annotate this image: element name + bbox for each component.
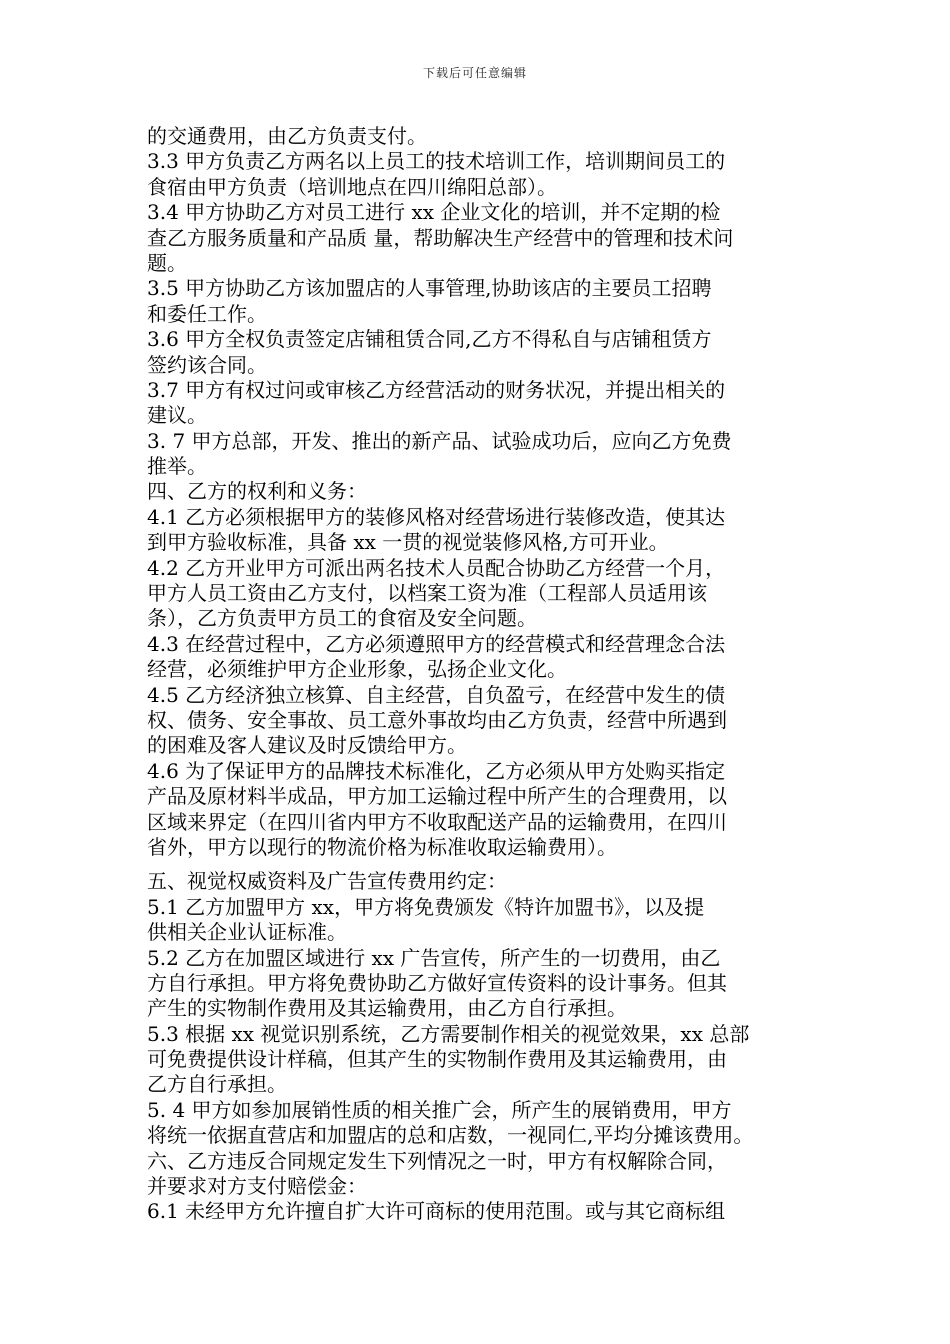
text-line: 四、乙方的权利和义务：	[147, 479, 367, 504]
document-body	[147, 124, 819, 1225]
text-line: 将统一依据直营店和加盟店的总和店数，一视同仁,平均分摊该费用。	[147, 1123, 754, 1148]
text-line: 建议。	[147, 403, 207, 428]
text-line: 权、债务、安全事故、员工意外事故均由乙方负责，经营中所遇到	[147, 707, 727, 732]
text-line: 3.5 甲方协助乙方该加盟店的人事管理,协助该店的主要员工招聘	[147, 276, 712, 301]
text-line: 4.6 为了保证甲方的品牌技术标准化，乙方必须从甲方处购买指定	[147, 758, 726, 783]
text-line: 4.5 乙方经济独立核算、自主经营，自负盈亏，在经营中发生的债	[147, 682, 726, 707]
text-line: 5.3 根据 xx 视觉识别系统，乙方需要制作相关的视觉效果，xx 总部	[147, 1021, 750, 1046]
text-line: 5.2 乙方在加盟区域进行 xx 广告宣传，所产生的一切费用，由乙	[147, 945, 721, 970]
text-line: 3. 7 甲方总部，开发、推出的新产品、试验成功后，应向乙方免费	[147, 428, 732, 453]
text-line: 食宿由甲方负责（培训地点在四川绵阳总部）。	[147, 174, 557, 199]
text-line: 3.3 甲方负责乙方两名以上员工的技术培训工作，培训期间员工的	[147, 149, 726, 174]
text-line: 3.6 甲方全权负责签定店铺租赁合同,乙方不得私自与店铺租赁方	[147, 327, 712, 352]
text-line: 4.2 乙方开业甲方可派出两名技术人员配合协助乙方经营一个月，	[147, 555, 726, 580]
text-line: 可免费提供设计样稿，但其产生的实物制作费用及其运输费用，由	[147, 1047, 727, 1072]
document-lines-part-one	[147, 124, 819, 860]
text-line: 五、视觉权威资料及广告宣传费用约定：	[147, 869, 507, 894]
text-line: 区域来界定（在四川省内甲方不收取配送产品的运输费用，在四川	[147, 809, 727, 834]
text-line: 4.1 乙方必须根据甲方的装修风格对经营场进行装修改造，使其达	[147, 504, 726, 529]
text-line: 供相关企业认证标准。	[147, 920, 347, 945]
text-line: 签约该合同。	[147, 352, 267, 377]
text-line: 3.4 甲方协助乙方对员工进行 xx 企业文化的培训，并不定期的检	[147, 200, 721, 225]
text-line: 六、乙方违反合同规定发生下列情况之一时，甲方有权解除合同，	[147, 1148, 727, 1173]
text-line: 省外，甲方以现行的物流价格为标准收取运输费用）。	[147, 834, 617, 859]
text-line: 3.7 甲方有权过问或审核乙方经营活动的财务状况，并提出相关的	[147, 377, 726, 402]
text-line: 的困难及客人建议及时反馈给甲方。	[147, 733, 467, 758]
text-line: 查乙方服务质量和产品质 量，帮助解决生产经营中的管理和技术问	[147, 225, 734, 250]
text-line: 4.3 在经营过程中，乙方必须遵照甲方的经营模式和经营理念合法	[147, 631, 726, 656]
text-line: 6.1 未经甲方允许擅自扩大许可商标的使用范围。或与其它商标组	[147, 1199, 726, 1224]
text-line: 推举。	[147, 454, 207, 479]
text-line: 到甲方验收标准，具备 xx 一贯的视觉装修风格,方可开业。	[147, 530, 669, 555]
text-line: 产生的实物制作费用及其运输费用，由乙方自行承担。	[147, 996, 627, 1021]
text-line: 乙方自行承担。	[147, 1072, 287, 1097]
text-line: 并要求对方支付赔偿金：	[147, 1174, 367, 1199]
text-line: 的交通费用，由乙方负责支付。	[147, 124, 427, 148]
text-line: 条），乙方负责甲方员工的食宿及安全问题。	[147, 606, 537, 631]
text-line: 题。	[147, 250, 187, 275]
paragraph-gap	[147, 860, 819, 869]
text-line: 经营，必须维护甲方企业形象，弘扬企业文化。	[147, 657, 567, 682]
text-line: 5.1 乙方加盟甲方 xx，甲方将免费颁发《特许加盟书》，以及提	[147, 894, 705, 919]
text-line: 方自行承担。甲方将免费协助乙方做好宣传资料的设计事务。但其	[147, 970, 727, 995]
document-lines-part-two	[147, 869, 819, 1224]
text-line: 甲方人员工资由乙方支付，以档案工资为准（工程部人员适用该	[147, 581, 707, 606]
text-line: 5. 4 甲方如参加展销性质的相关推广会，所产生的展销费用，甲方	[147, 1097, 732, 1122]
text-line: 产品及原材料半成品，甲方加工运输过程中所产生的合理费用，以	[147, 784, 727, 809]
text-line: 和委任工作。	[147, 301, 267, 326]
page-header-note: 下载后可任意编辑	[422, 66, 527, 80]
